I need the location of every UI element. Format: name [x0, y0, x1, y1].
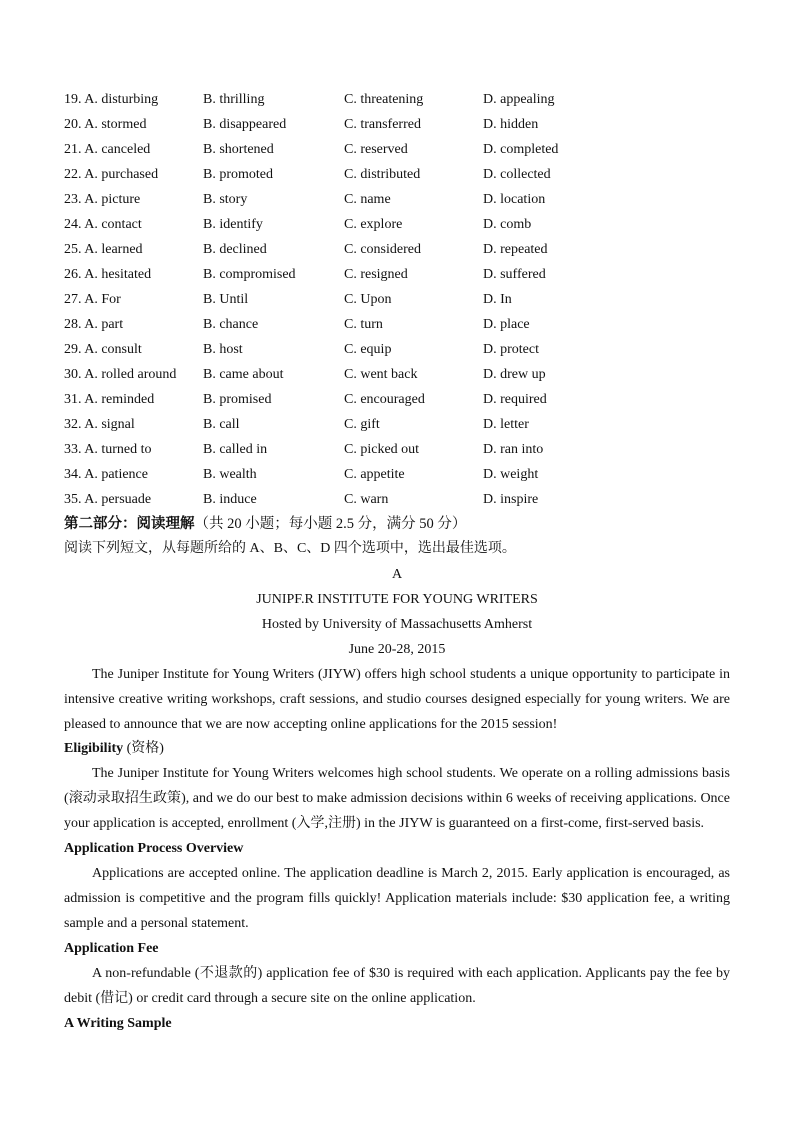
- option-a: 20. A. stormed: [64, 117, 147, 132]
- option-c: C. considered: [344, 242, 421, 257]
- option-d: D. suffered: [483, 267, 546, 282]
- option-d: D. hidden: [483, 117, 539, 132]
- option-row: [64, 437, 744, 462]
- section-title: [64, 512, 466, 536]
- option-a: 34. A. patience: [64, 467, 148, 482]
- option-a: 32. A. signal: [64, 417, 135, 432]
- option-b: B. identify: [203, 217, 263, 232]
- eligibility-paragraph: The Juniper Institute for Young Writers welcomes high school students. We operate on a rolling admissions basis (滚动录取招生政策), and we do our best to make admission decisions within 6 weeks of receiving applications. Once your application is accepted, enrollment (入学,注册) in the JIYW is guaranteed on a first-come, first-served basis.: [64, 766, 730, 831]
- option-b: B. came about: [203, 367, 284, 382]
- option-row: [64, 237, 744, 262]
- option-row: [64, 312, 744, 337]
- option-c: C. equip: [344, 342, 392, 357]
- passage-label: A: [391, 567, 403, 582]
- option-row: [64, 487, 744, 512]
- option-d: D. inspire: [483, 492, 539, 507]
- eligibility-heading: Eligibility (资格): [64, 741, 164, 756]
- option-c: C. resigned: [344, 267, 408, 282]
- fee-heading: Application Fee: [64, 941, 159, 956]
- option-d: D. repeated: [483, 242, 548, 257]
- option-a: 29. A. consult: [64, 342, 142, 357]
- eligibility-note: (资格): [126, 741, 164, 756]
- option-b: B. declined: [203, 242, 267, 257]
- option-d: D. letter: [483, 417, 529, 432]
- option-row: [64, 212, 744, 237]
- option-d: D. required: [483, 392, 547, 407]
- option-c: C. warn: [344, 492, 389, 507]
- option-d: D. protect: [483, 342, 539, 357]
- option-a: 25. A. learned: [64, 242, 143, 257]
- option-d: D. place: [483, 317, 530, 332]
- option-c: C. transferred: [344, 117, 421, 132]
- section-title-bold: 第二部分：阅读理解: [64, 516, 195, 532]
- option-d: D. comb: [483, 217, 532, 232]
- option-b: B. induce: [203, 492, 257, 507]
- option-a: 33. A. turned to: [64, 442, 152, 457]
- option-c: C. turn: [344, 317, 383, 332]
- passage-title: JUNIPF.R INSTITUTE FOR YOUNG WRITERS: [256, 592, 538, 607]
- option-a: 24. A. contact: [64, 217, 142, 232]
- option-b: B. thrilling: [203, 92, 265, 107]
- option-row: [64, 287, 744, 312]
- option-d: D. ran into: [483, 442, 544, 457]
- option-b: B. disappeared: [203, 117, 287, 132]
- option-c: C. gift: [344, 417, 380, 432]
- section-title-detail: （共 20 小题；每小题 2.5 分，满分 50 分）: [194, 516, 467, 532]
- option-b: B. story: [203, 192, 248, 207]
- option-d: D. appealing: [483, 92, 555, 107]
- option-a: 22. A. purchased: [64, 167, 159, 182]
- option-c: C. picked out: [344, 442, 420, 457]
- option-a: 26. A. hesitated: [64, 267, 152, 282]
- option-a: 27. A. For: [64, 292, 121, 307]
- option-row: [64, 462, 744, 487]
- option-b: B. host: [203, 342, 243, 357]
- option-d: D. completed: [483, 142, 559, 157]
- option-b: B. call: [203, 417, 240, 432]
- option-c: C. explore: [344, 217, 403, 232]
- option-b: B. wealth: [203, 467, 257, 482]
- option-row: [64, 262, 744, 287]
- option-row: [64, 162, 744, 187]
- option-a: 21. A. canceled: [64, 142, 151, 157]
- option-c: C. Upon: [344, 292, 392, 307]
- option-d: D. location: [483, 192, 546, 207]
- option-a: 28. A. part: [64, 317, 124, 332]
- option-a: 30. A. rolled around: [64, 367, 177, 382]
- option-row: [64, 187, 744, 212]
- passage-host: Hosted by University of Massachusetts Amherst: [261, 617, 533, 632]
- option-c: C. reserved: [344, 142, 408, 157]
- option-b: B. Until: [203, 292, 249, 307]
- option-c: C. appetite: [344, 467, 405, 482]
- option-d: D. weight: [483, 467, 539, 482]
- cloze-options-list: [64, 87, 744, 512]
- section-instruction: 阅读下列短文，从每题所给的 A、B、C、D 四个选项中，选出最佳选项。: [64, 541, 516, 556]
- intro-paragraph: The Juniper Institute for Young Writers (JIYW) offers high school students a unique opportunity to participate in intensive creative writing workshops, craft sessions, and studio courses designed especially for young writers. We are pleased to announce that we are now accepting online applications for the 2015 session!: [64, 667, 730, 732]
- option-b: B. chance: [203, 317, 259, 332]
- option-d: D. drew up: [483, 367, 546, 382]
- option-c: C. went back: [344, 367, 418, 382]
- option-b: B. promoted: [203, 167, 273, 182]
- option-a: 35. A. persuade: [64, 492, 152, 507]
- option-row: [64, 362, 744, 387]
- option-b: B. promised: [203, 392, 272, 407]
- option-c: C. distributed: [344, 167, 421, 182]
- option-c: C. threatening: [344, 92, 424, 107]
- option-row: [64, 87, 744, 112]
- option-d: D. In: [483, 292, 512, 307]
- passage-date: June 20-28, 2015: [348, 642, 446, 657]
- option-a: 31. A. reminded: [64, 392, 155, 407]
- option-d: D. collected: [483, 167, 551, 182]
- option-a: 23. A. picture: [64, 192, 141, 207]
- process-paragraph: Applications are accepted online. The application deadline is March 2, 2015. Early application is encouraged, as admission is competitive and the program fills quickly! Application materials include: $30 application fee, a writing sample and a personal statement.: [64, 866, 730, 931]
- option-row: [64, 387, 744, 412]
- option-c: C. encouraged: [344, 392, 425, 407]
- option-b: B. called in: [203, 442, 268, 457]
- option-b: B. compromised: [203, 267, 296, 282]
- option-a: 19. A. disturbing: [64, 92, 159, 107]
- writing-sample-heading: A Writing Sample: [64, 1016, 172, 1031]
- option-row: [64, 112, 744, 137]
- fee-paragraph: A non-refundable (不退款的) application fee of $30 is required with each application. Applicants pay the fee by debit (借记) or credit card through a secure site on the online application.: [64, 966, 730, 1006]
- process-heading: Application Process Overview: [64, 841, 244, 856]
- option-row: [64, 412, 744, 437]
- option-c: C. name: [344, 192, 391, 207]
- option-b: B. shortened: [203, 142, 274, 157]
- option-row: [64, 137, 744, 162]
- option-row: [64, 337, 744, 362]
